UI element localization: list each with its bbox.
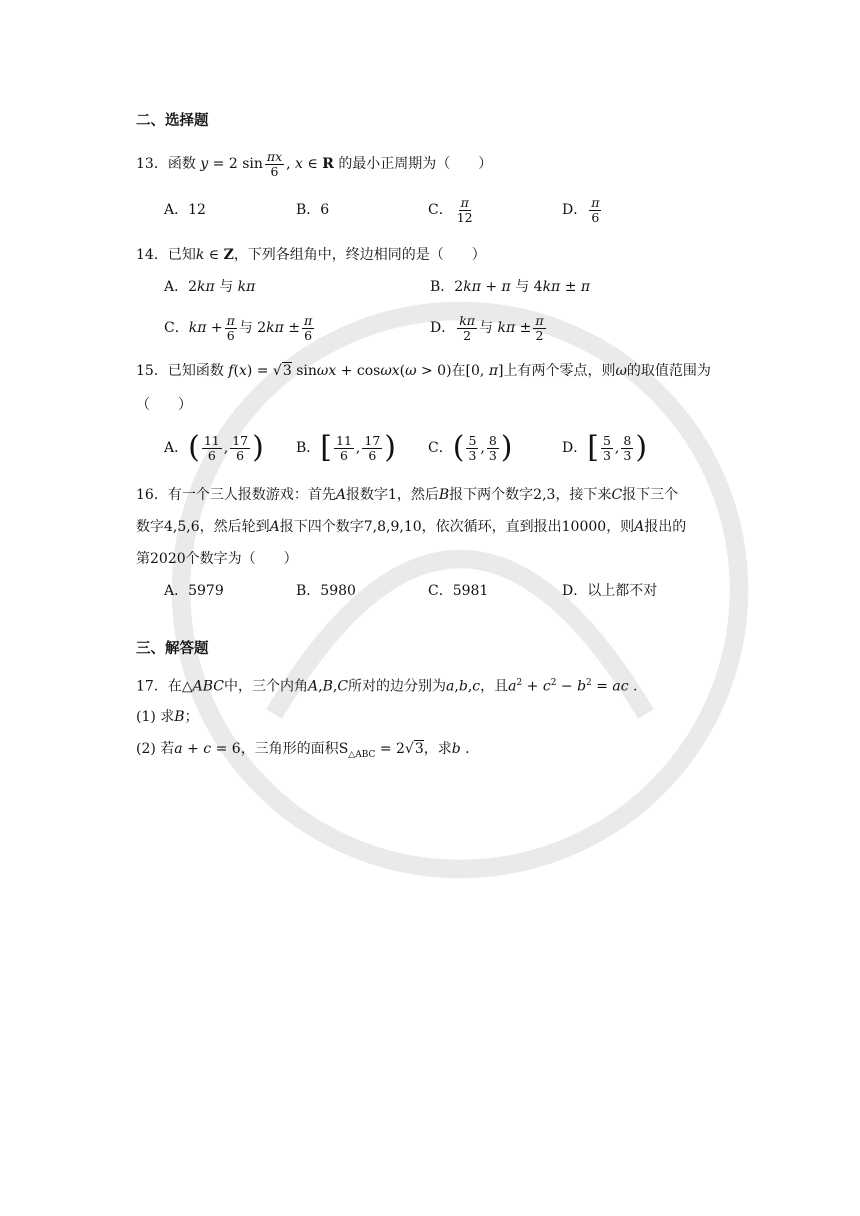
q15-option-b[interactable]: B．[ $\frac{11}{6}$ , $\frac{17}{6}$ ) [296, 430, 396, 465]
q13-option-c[interactable]: C． $\frac{\pi}{12}$ [428, 194, 473, 225]
q15-option-a[interactable]: A．( $\frac{11}{6}$ , $\frac{17}{6}$ ) [164, 430, 264, 465]
q13-tail: 的最小正周期为（ ） [338, 156, 493, 172]
q17-part-1: (1) 求B； [136, 709, 199, 725]
q16-option-b[interactable]: B．5980 [296, 583, 356, 599]
question-13: 13．函数 y = 2 sin $\frac{\pi x}{6}$ , x ∈ R 的最小正周期为（ ） [136, 148, 493, 179]
q15-option-d[interactable]: D．[ $\frac{5}{3}$ , $\frac{8}{3}$ ) [562, 430, 648, 465]
q15-option-c[interactable]: C．( $\frac{5}{3}$ , $\frac{8}{3}$ ) [428, 430, 513, 465]
q14-option-a[interactable]: A．2kπ 与 kπ [164, 279, 256, 295]
q16-option-a[interactable]: A．5979 [164, 583, 224, 599]
question-16-line-2: 数字4,5,6，然后轮到A报下四个数字7,8,9,10，依次循环，直到报出10000，则A报出的 [136, 519, 687, 535]
q14-option-d[interactable]: D． $\frac{k\pi}{2}$ 与 kπ ± $\frac{\pi}{2}$ [430, 312, 544, 343]
question-16-line-1: 16．有一个三人报数游戏：首先A报数字1，然后B报下两个数字2,3，接下来C报下三个 [136, 487, 679, 503]
q16-option-c[interactable]: C．5981 [428, 583, 489, 599]
section-choice-title: 二、选择题 [136, 112, 209, 129]
q13-option-b[interactable]: B．6 [296, 202, 330, 218]
q17-part-2: (2) 若a + c = 6，三角形的面积$S_{\triangle ABC} = 2√3$，求b . [136, 741, 470, 760]
q14-option-b[interactable]: B．2kπ + π 与 4kπ ± π [430, 279, 591, 295]
q13-option-d[interactable]: D． $\frac{\pi}{6}$ [562, 194, 600, 225]
q13-option-a[interactable]: A．12 [164, 202, 206, 218]
q13-number: 13． [136, 156, 168, 172]
question-16-line-3: 第2020个数字为（ ） [136, 551, 298, 567]
q13-lead: 函数 [167, 156, 196, 172]
question-14: 14．已知k ∈ Z，下列各组角中，终边相同的是（ ） [136, 247, 486, 263]
q16-option-d[interactable]: D．以上都不对 [562, 583, 658, 599]
q14-option-c[interactable]: C．kπ + $\frac{\pi}{6}$ 与 2kπ ± $\frac{\pi}{6}$ [164, 312, 313, 343]
section-answer-title: 三、解答题 [136, 640, 209, 657]
question-15: 15．已知函数 f(x) = √3 sinωx + cosωx(ω > 0)在[0, π]上有两个零点，则ω的取值范围为 [136, 363, 711, 379]
question-17: 17．在△ABC中，三个内角A,B,C所对的边分别为a,b,c，且$a^2 + c^2 - b^2$ = ac . [136, 678, 638, 695]
q15-paren: （ ） [136, 397, 192, 413]
